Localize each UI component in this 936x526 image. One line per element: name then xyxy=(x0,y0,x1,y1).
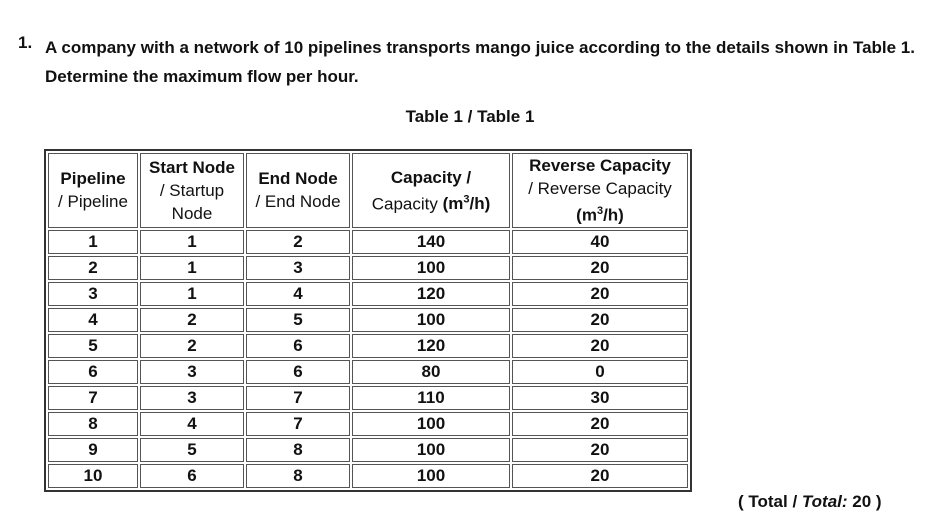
pipeline-table xyxy=(44,149,692,492)
cell-start-node: 5 xyxy=(140,438,244,462)
cell-end-node: 6 xyxy=(246,334,350,358)
cell-start-node: 3 xyxy=(140,386,244,410)
table-header-row xyxy=(48,153,688,228)
cell-end-node: 3 xyxy=(246,256,350,280)
cell-capacity: 100 xyxy=(352,256,510,280)
cell-end-node: 2 xyxy=(246,230,350,254)
question-number: 1. xyxy=(18,33,33,52)
table-row xyxy=(48,282,688,306)
cell-pipeline: 9 xyxy=(48,438,138,462)
cell-reverse-capacity: 20 xyxy=(512,256,688,280)
cell-start-node: 2 xyxy=(140,334,244,358)
cell-pipeline: 4 xyxy=(48,308,138,332)
question-text: A company with a network of 10 pipelines transports mango juice according to the details shown in Table 1. Determine the maximum flow per hour. xyxy=(45,38,915,86)
cell-capacity: 100 xyxy=(352,438,510,462)
cell-pipeline: 3 xyxy=(48,282,138,306)
cell-end-node: 7 xyxy=(246,386,350,410)
cell-pipeline: 5 xyxy=(48,334,138,358)
table-row xyxy=(48,230,688,254)
cell-capacity: 120 xyxy=(352,334,510,358)
cell-pipeline: 10 xyxy=(48,464,138,488)
table-row xyxy=(48,308,688,332)
cell-start-node: 1 xyxy=(140,230,244,254)
cell-reverse-capacity: 0 xyxy=(512,360,688,384)
cell-pipeline: 7 xyxy=(48,386,138,410)
table-body xyxy=(48,230,688,488)
cell-capacity: 140 xyxy=(352,230,510,254)
cell-reverse-capacity: 30 xyxy=(512,386,688,410)
cell-capacity: 80 xyxy=(352,360,510,384)
header-start-node: Start Node / Startup Node xyxy=(140,153,244,228)
cell-start-node: 3 xyxy=(140,360,244,384)
cell-reverse-capacity: 20 xyxy=(512,412,688,436)
cell-capacity: 100 xyxy=(352,464,510,488)
table-row xyxy=(48,412,688,436)
cell-reverse-capacity: 40 xyxy=(512,230,688,254)
cell-start-node: 1 xyxy=(140,256,244,280)
cell-reverse-capacity: 20 xyxy=(512,334,688,358)
cell-reverse-capacity: 20 xyxy=(512,464,688,488)
table-row xyxy=(48,464,688,488)
header-end-node: End Node / End Node xyxy=(246,153,350,228)
cell-start-node: 6 xyxy=(140,464,244,488)
cell-end-node: 6 xyxy=(246,360,350,384)
header-capacity: Capacity / Capacity $(m^3/h)$ xyxy=(352,153,510,228)
cell-end-node: 8 xyxy=(246,464,350,488)
table-row xyxy=(48,256,688,280)
cell-end-node: 8 xyxy=(246,438,350,462)
cell-pipeline: 8 xyxy=(48,412,138,436)
cell-start-node: 1 xyxy=(140,282,244,306)
cell-pipeline: 2 xyxy=(48,256,138,280)
table-row xyxy=(48,360,688,384)
cell-pipeline: 6 xyxy=(48,360,138,384)
cell-capacity: 120 xyxy=(352,282,510,306)
cell-start-node: 2 xyxy=(140,308,244,332)
cell-reverse-capacity: 20 xyxy=(512,282,688,306)
cell-capacity: 110 xyxy=(352,386,510,410)
cell-pipeline: 1 xyxy=(48,230,138,254)
cell-capacity: 100 xyxy=(352,308,510,332)
cell-capacity: 100 xyxy=(352,412,510,436)
header-reverse-capacity: Reverse Capacity / Reverse Capacity $(m^3/h)$ xyxy=(512,153,688,228)
table-caption: Table 1 / Table 1 xyxy=(405,107,535,126)
table-row xyxy=(48,438,688,462)
header-pipeline: Pipeline / Pipeline xyxy=(48,153,138,228)
cell-end-node: 5 xyxy=(246,308,350,332)
total-marks: ( Total / Total: 20 ) xyxy=(738,492,882,511)
cell-end-node: 7 xyxy=(246,412,350,436)
cell-end-node: 4 xyxy=(246,282,350,306)
table-row xyxy=(48,386,688,410)
cell-start-node: 4 xyxy=(140,412,244,436)
cell-reverse-capacity: 20 xyxy=(512,308,688,332)
table-row xyxy=(48,334,688,358)
cell-reverse-capacity: 20 xyxy=(512,438,688,462)
